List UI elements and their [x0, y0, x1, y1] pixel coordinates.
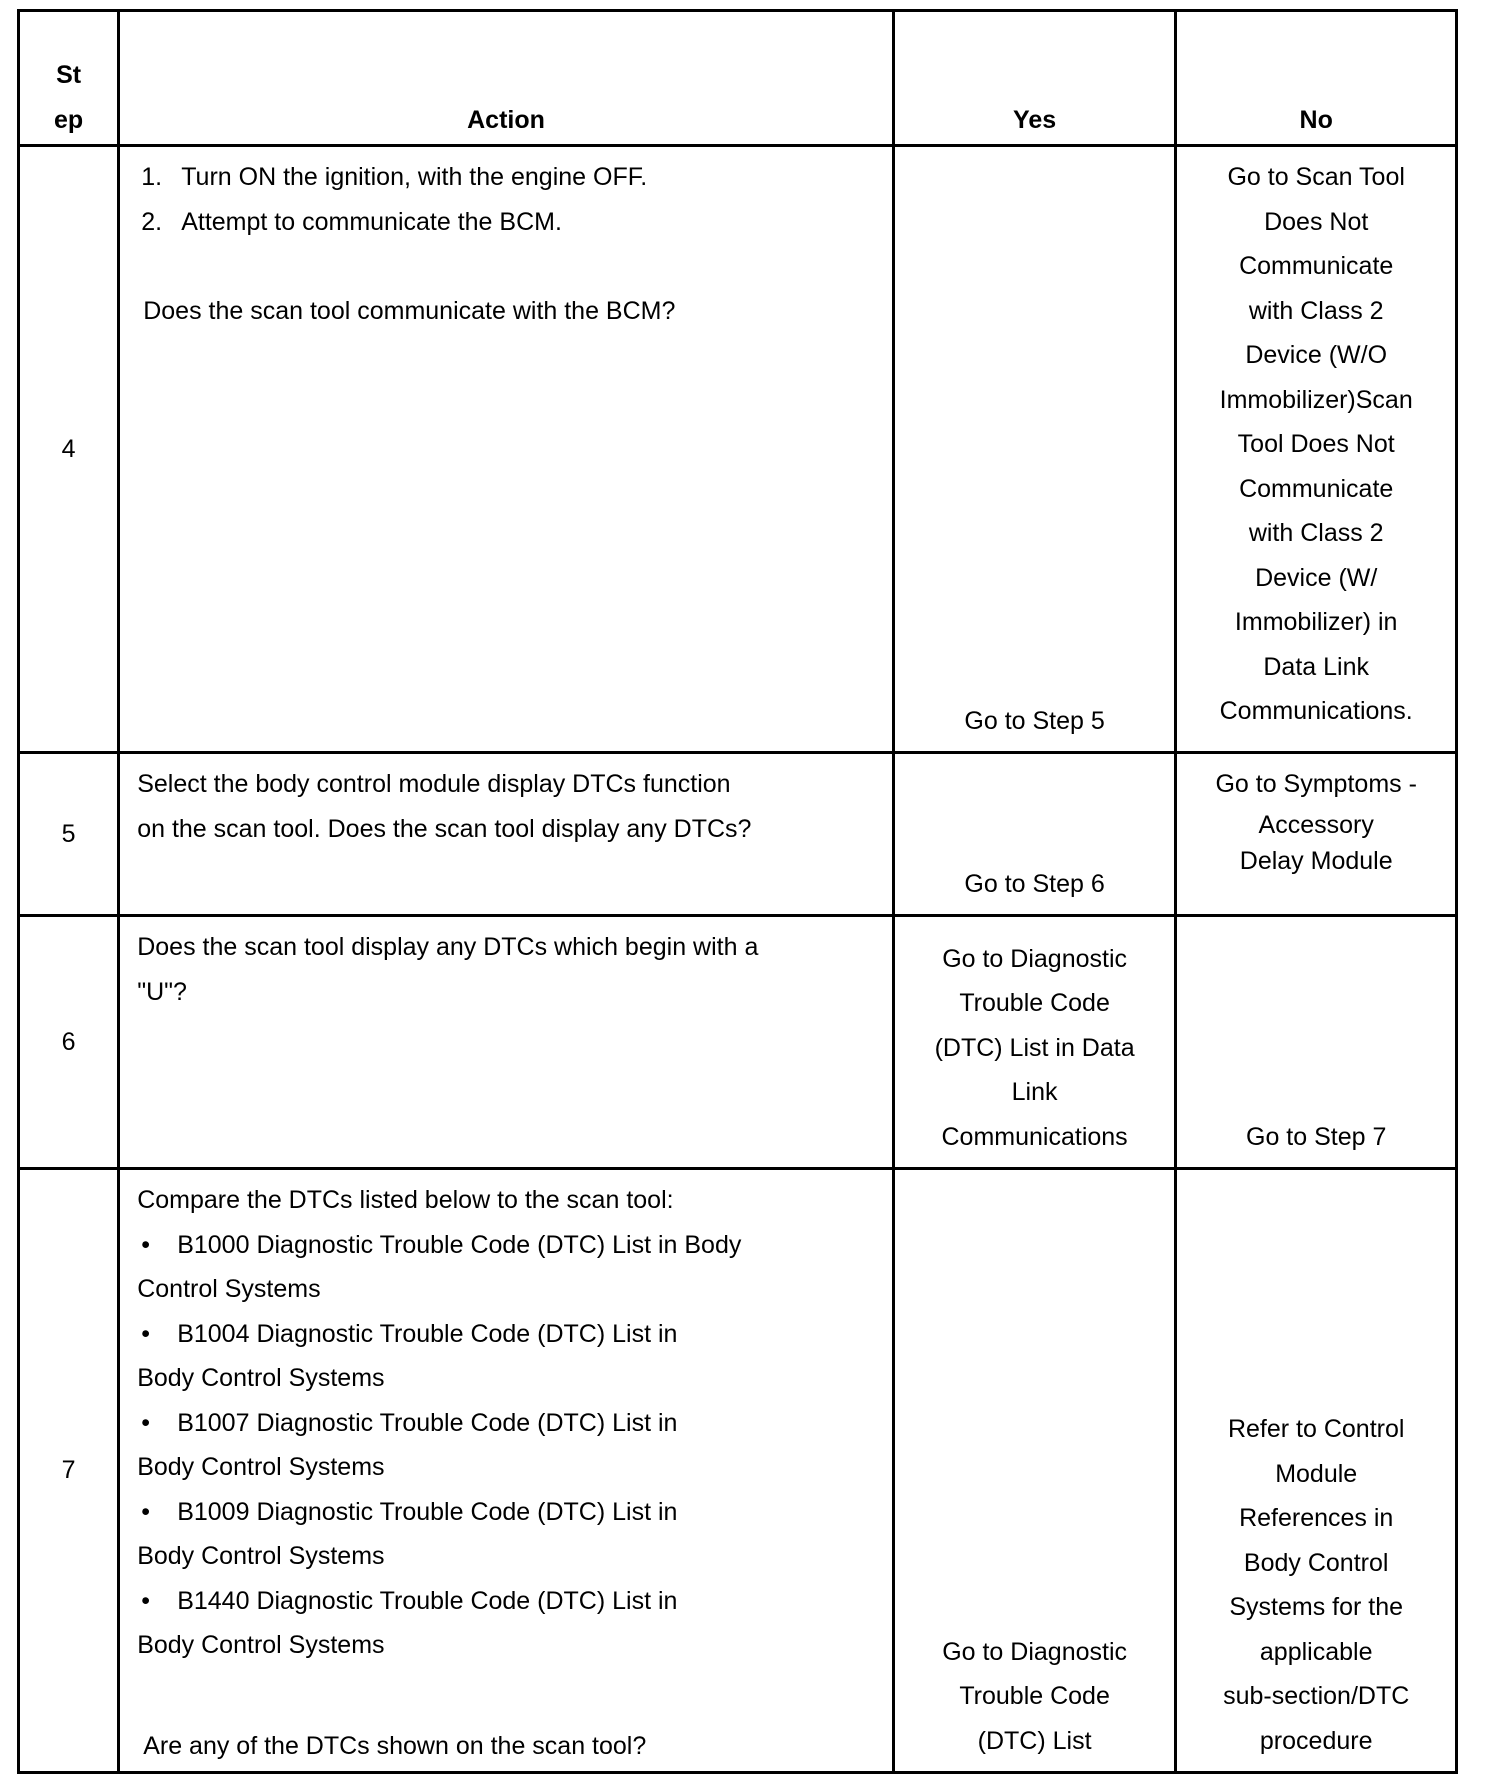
list-item-text: B1009 Diagnostic Trouble Code (DTC) List in	[177, 1497, 678, 1526]
header-action: Action	[119, 11, 894, 146]
header-step-line2: ep	[54, 105, 84, 134]
action-cell	[119, 753, 894, 916]
no-cell	[1176, 1169, 1457, 1773]
list-item-continuation: Body Control Systems	[137, 1542, 385, 1570]
list-item-continuation: Body Control Systems	[137, 1631, 385, 1659]
no-line: Device (W/O	[1245, 341, 1388, 369]
no-line: Refer to Control	[1227, 1415, 1405, 1443]
no-line: applicable	[1259, 1637, 1373, 1666]
no-line: Data Link	[1263, 652, 1369, 681]
bullet-icon: •	[141, 1319, 150, 1348]
table-row-step-6	[19, 916, 1457, 1169]
no-line: Body Control	[1243, 1548, 1389, 1577]
no-text: Go to Step 7	[1246, 1122, 1387, 1151]
action-cell	[119, 916, 894, 1169]
list-item	[137, 1579, 882, 1624]
yes-line: (DTC) List	[977, 1726, 1092, 1755]
yes-line: Link	[1011, 1078, 1058, 1106]
no-cell	[1176, 753, 1457, 916]
action-item	[137, 155, 882, 200]
yes-cell	[893, 753, 1176, 916]
header-no: No	[1176, 11, 1457, 146]
no-line: Accessory	[1258, 810, 1374, 839]
list-item-text: B1440 Diagnostic Trouble Code (DTC) List in	[177, 1586, 678, 1615]
action-line: Does the scan tool display any DTCs which begin with a	[137, 933, 759, 961]
diagnostic-table	[17, 9, 1458, 1774]
header-step-line1: St	[56, 61, 82, 89]
yes-cell	[893, 1169, 1176, 1773]
action-line: Select the body control module display DTCs function	[137, 770, 731, 798]
yes-cell	[893, 146, 1176, 753]
no-line: procedure	[1259, 1726, 1373, 1755]
no-line: Communicate	[1239, 252, 1394, 280]
step-number: 6	[19, 916, 119, 1169]
no-line: Delay Module	[1239, 846, 1393, 875]
no-line: with Class 2	[1248, 296, 1384, 325]
list-item-continuation: Body Control Systems	[137, 1453, 385, 1481]
item-number: 2.	[141, 207, 163, 236]
action-line: on the scan tool. Does the scan tool display any DTCs?	[137, 814, 752, 843]
yes-line: Go to Diagnostic	[942, 944, 1128, 973]
question-text: Does the scan tool communicate with the BCM?	[143, 296, 676, 325]
yes-text: Go to Step 5	[964, 706, 1105, 735]
header-row	[19, 11, 1457, 146]
spacer	[137, 244, 882, 289]
header-yes: Yes	[893, 11, 1176, 146]
no-line: with Class 2	[1248, 519, 1384, 547]
yes-line: Trouble Code	[959, 989, 1110, 1017]
step-number: 5	[19, 753, 119, 916]
action-cell	[119, 146, 894, 753]
no-line: Communications.	[1219, 697, 1413, 725]
list-item	[137, 1490, 882, 1535]
item-text: Turn ON the ignition, with the engine OFF.	[181, 163, 648, 191]
item-number: 1.	[141, 163, 163, 191]
action-line: "U"?	[137, 977, 187, 1006]
action-list	[137, 1178, 882, 1668]
header-step	[19, 11, 119, 146]
yes-line: Go to Diagnostic	[942, 1637, 1128, 1666]
step-number: 7	[19, 1169, 119, 1773]
table-row-step-7	[19, 1169, 1457, 1773]
question-text: Are any of the DTCs shown on the scan tool?	[143, 1731, 647, 1760]
list-item	[137, 1312, 882, 1357]
table-row-step-5	[19, 753, 1457, 916]
yes-line: Trouble Code	[959, 1682, 1110, 1710]
no-line: Module	[1275, 1459, 1358, 1488]
no-line: Immobilizer) in	[1234, 608, 1398, 636]
no-line: Tool Does Not	[1237, 430, 1395, 458]
bullet-icon: •	[141, 1408, 150, 1437]
no-line: Immobilizer)Scan	[1219, 385, 1413, 414]
list-item-text: B1000 Diagnostic Trouble Code (DTC) List in Body	[177, 1230, 742, 1259]
yes-line: Communications	[941, 1122, 1128, 1151]
bullet-icon: •	[141, 1497, 150, 1526]
item-text: Attempt to communicate the BCM.	[181, 207, 562, 236]
action-content	[137, 1178, 882, 1768]
no-line: Go to Scan Tool	[1227, 163, 1405, 191]
action-cell	[119, 1169, 894, 1773]
yes-text: Go to Step 6	[964, 869, 1105, 898]
list-item	[137, 1223, 882, 1268]
list-item	[137, 1401, 882, 1446]
no-cell	[1176, 916, 1457, 1169]
list-item-text: B1007 Diagnostic Trouble Code (DTC) List in	[177, 1408, 678, 1437]
bullet-icon: •	[141, 1586, 150, 1615]
bullet-icon: •	[141, 1230, 150, 1259]
list-item-text: B1004 Diagnostic Trouble Code (DTC) List in	[177, 1319, 678, 1348]
no-line: sub-section/DTC	[1223, 1682, 1410, 1710]
no-line: References in	[1239, 1504, 1394, 1532]
no-line: Does Not	[1264, 207, 1369, 236]
action-item	[137, 200, 882, 245]
table-row-step-4	[19, 146, 1457, 753]
step-number: 4	[19, 146, 119, 753]
no-line: Go to Symptoms -	[1215, 770, 1417, 798]
list-item-continuation: Control Systems	[137, 1275, 321, 1303]
no-cell	[1176, 146, 1457, 753]
action-intro: Compare the DTCs listed below to the scan tool:	[137, 1186, 674, 1214]
list-item-continuation: Body Control Systems	[137, 1364, 385, 1392]
no-line: Device (W/	[1255, 563, 1378, 592]
yes-line: (DTC) List in Data	[934, 1033, 1135, 1062]
no-line: Communicate	[1239, 474, 1394, 503]
no-line: Systems for the	[1229, 1593, 1404, 1621]
yes-cell	[893, 916, 1176, 1169]
